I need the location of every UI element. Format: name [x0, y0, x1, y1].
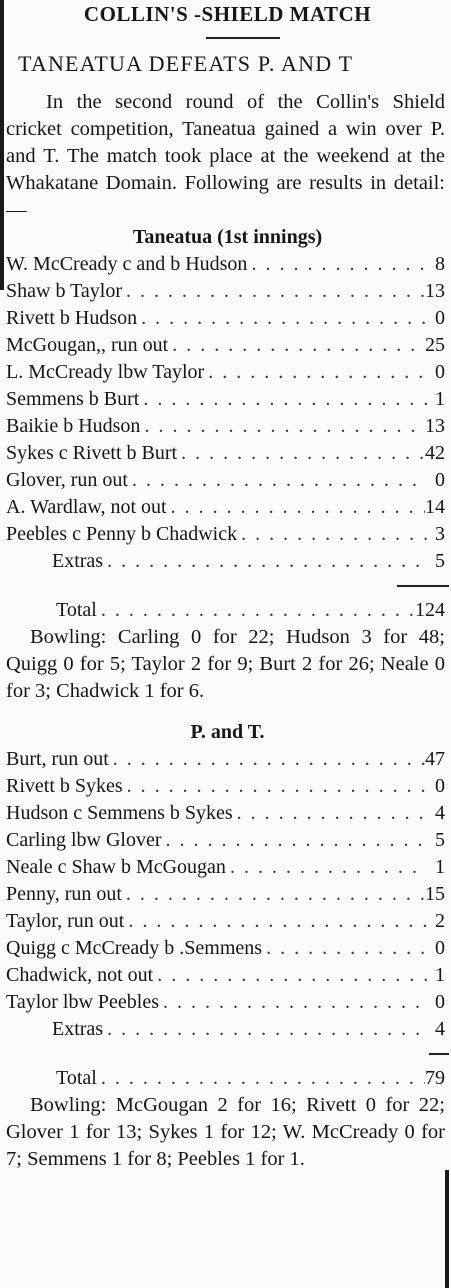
- leader-dots: [103, 1016, 427, 1043]
- leader-dots: [128, 467, 427, 494]
- subheadline: TANEATUA DEFEATS P. AND T: [18, 51, 354, 76]
- batsman: Burt, run out: [6, 748, 109, 770]
- extras-label: Extras: [52, 1018, 104, 1040]
- leader-dots: [97, 1065, 425, 1092]
- batting-row: [6, 989, 449, 1016]
- runs: 8: [435, 253, 445, 275]
- headline: COLLIN'S -SHIELD MATCH: [83, 2, 372, 26]
- runs: 14: [425, 496, 445, 518]
- total-row: [6, 1065, 449, 1092]
- extras-row: [6, 1016, 449, 1043]
- leader-dots: [103, 548, 427, 575]
- total-runs: 124: [415, 599, 445, 621]
- column-rule-left: [0, 0, 4, 290]
- batsman: Semmens b Burt: [6, 388, 140, 410]
- batting-row: [6, 800, 449, 827]
- leader-dots: [140, 413, 425, 440]
- batsman: Taylor, run out: [6, 910, 125, 932]
- total-rule: [429, 1053, 449, 1055]
- runs: 4: [435, 802, 445, 824]
- total-label: Total: [56, 1067, 97, 1089]
- batting-row: [6, 359, 449, 386]
- batsman: Rivett b Sykes: [6, 775, 123, 797]
- runs: 1: [435, 856, 445, 878]
- innings-1-bowling: Bowling: Carling 0 for 22; Hudson 3 for 48; Quigg 0 for 5; Taylor 2 for 9; Burt 2 for 26; Neale 0 for 3; Chadwick 1 for 6.: [6, 626, 445, 702]
- leader-dots: [167, 494, 425, 521]
- leader-dots: [153, 962, 427, 989]
- leader-dots: [124, 908, 427, 935]
- leader-dots: [159, 989, 427, 1016]
- leader-dots: [109, 746, 425, 773]
- batting-row: [6, 746, 449, 773]
- batting-row: [6, 521, 449, 548]
- innings-1-scorecard: [6, 251, 449, 624]
- total-row: [6, 597, 449, 624]
- batsman: W. McCready c and b Hudson: [6, 253, 248, 275]
- leader-dots: [237, 521, 427, 548]
- extras-label: Extras: [52, 550, 104, 572]
- runs: 1: [435, 388, 445, 410]
- batting-row: [6, 386, 449, 413]
- innings-2-bowling: Bowling: McGougan 2 for 16; Rivett 0 for 22; Glover 1 for 13; Sykes 1 for 12; W. McCready 0 for 7; Semmens 1 for 8; Peebles 1 for 1.: [6, 1094, 445, 1170]
- leader-dots: [123, 773, 427, 800]
- batting-row: [6, 467, 449, 494]
- runs: 42: [425, 442, 445, 464]
- headline-divider: [206, 37, 280, 39]
- leader-dots: [162, 827, 427, 854]
- leader-dots: [204, 359, 427, 386]
- leader-dots: [247, 251, 427, 278]
- extras-runs: 5: [435, 550, 445, 572]
- leader-dots: [137, 305, 427, 332]
- batsman: McGougan,, run out: [6, 334, 169, 356]
- total-runs: 79: [425, 1067, 445, 1089]
- article-column: [6, 0, 449, 1173]
- leader-dots: [233, 800, 427, 827]
- leader-dots: [122, 278, 425, 305]
- batting-row: [6, 440, 449, 467]
- batting-row: [6, 935, 449, 962]
- extras-row: [6, 548, 449, 575]
- batsman: Hudson c Semmens b Sykes: [6, 802, 233, 824]
- batsman: Quigg c McCready b .Semmens: [6, 937, 263, 959]
- leader-dots: [139, 386, 427, 413]
- runs: 3: [435, 523, 445, 545]
- batsman: Peebles c Penny b Chadwick: [6, 523, 238, 545]
- runs: 15: [425, 883, 445, 905]
- batsman: Taylor lbw Peebles: [6, 991, 160, 1013]
- runs: 0: [435, 469, 445, 491]
- batsman: Baikie b Hudson: [6, 415, 141, 437]
- total-label: Total: [56, 599, 97, 621]
- runs: 0: [435, 991, 445, 1013]
- innings-2-scorecard: [6, 746, 449, 1092]
- runs: 13: [425, 280, 445, 302]
- batsman: Glover, run out: [6, 469, 128, 491]
- batting-row: [6, 962, 449, 989]
- batsman: Sykes c Rivett b Burt: [6, 442, 178, 464]
- batting-row: [6, 494, 449, 521]
- batsman: Chadwick, not out: [6, 964, 154, 986]
- batting-row: [6, 413, 449, 440]
- batsman: Penny, run out: [6, 883, 122, 905]
- innings-2-title: P. and T.: [190, 721, 265, 743]
- batting-row: [6, 305, 449, 332]
- leader-dots: [177, 440, 425, 467]
- batting-row: [6, 278, 449, 305]
- batsman: L. McCready lbw Taylor: [6, 361, 205, 383]
- runs: 25: [425, 334, 445, 356]
- batsman: Shaw b Taylor: [6, 280, 122, 302]
- runs: 2: [435, 910, 445, 932]
- runs: 13: [425, 415, 445, 437]
- batting-row: [6, 251, 449, 278]
- batting-row: [6, 854, 449, 881]
- innings-1-title: Taneatua (1st innings): [132, 226, 323, 248]
- batsman: Rivett b Hudson: [6, 307, 138, 329]
- runs: 0: [435, 361, 445, 383]
- runs: 5: [435, 829, 445, 851]
- runs: 1: [435, 964, 445, 986]
- extras-runs: 4: [435, 1018, 445, 1040]
- runs: 0: [435, 307, 445, 329]
- leader-dots: [262, 935, 427, 962]
- batsman: Neale c Shaw b McGougan: [6, 856, 226, 878]
- intro-paragraph: In the second round of the Collin's Shield cricket competition, Taneatua gained a win over P. and T. The match took place at the weekend at the Whakatane Domain. Following are results in detail:—: [6, 91, 445, 221]
- leader-dots: [97, 597, 415, 624]
- total-rule: [397, 585, 449, 587]
- batting-row: [6, 773, 449, 800]
- batting-row: [6, 881, 449, 908]
- runs: 0: [435, 775, 445, 797]
- batsman: Carling lbw Glover: [6, 829, 162, 851]
- runs: 47: [425, 748, 445, 770]
- column-rule-right: [445, 1170, 449, 1288]
- leader-dots: [226, 854, 427, 881]
- batting-row: [6, 908, 449, 935]
- leader-dots: [122, 881, 425, 908]
- batting-row: [6, 827, 449, 854]
- leader-dots: [168, 332, 425, 359]
- runs: 0: [435, 937, 445, 959]
- batsman: A. Wardlaw, not out: [6, 496, 167, 518]
- batting-row: [6, 332, 449, 359]
